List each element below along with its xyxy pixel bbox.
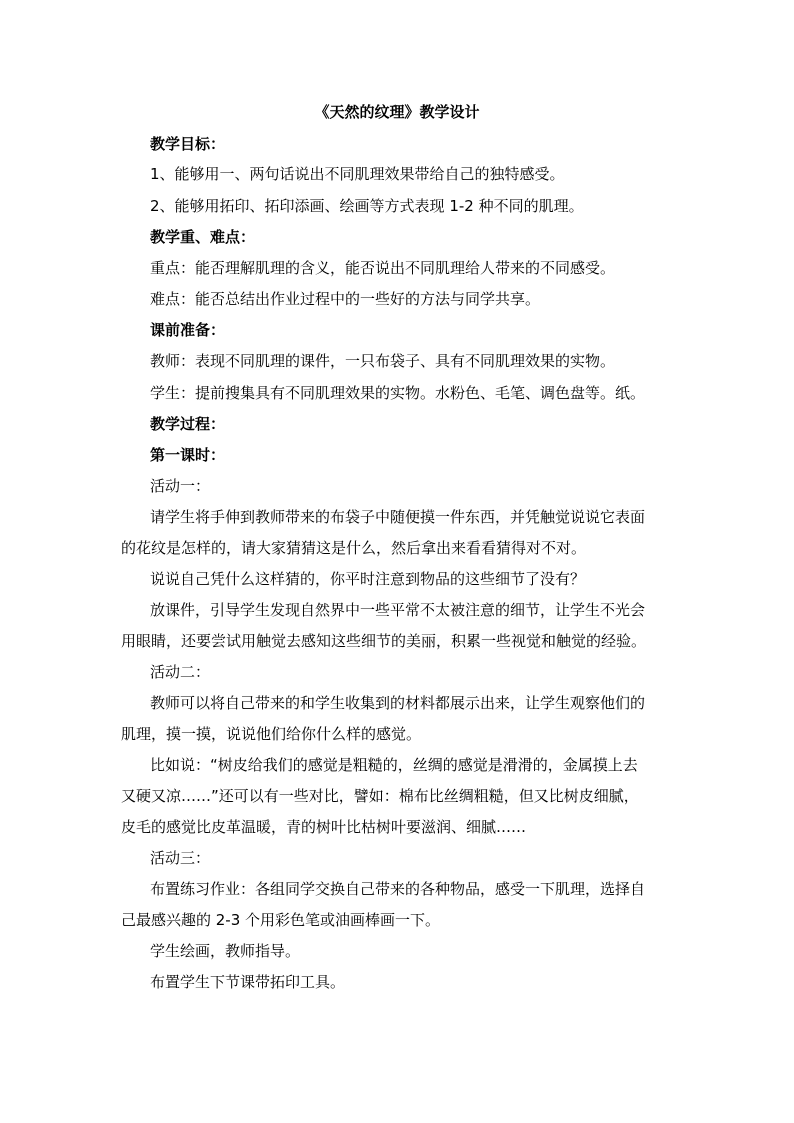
document-title: 《天然的纹理》教学设计 xyxy=(314,103,480,121)
activity-heading-1: 活动一： xyxy=(150,477,211,495)
paragraph-line: 布置练习作业：各组同学交换自己带来的各种物品，感受一下肌理，选择自 xyxy=(150,880,646,898)
paragraph-line: 肌理，摸一摸，说说他们给你什么样的感觉。 xyxy=(121,725,422,743)
paragraph-line: 放课件，引导学生发现自然界中一些平常不太被注意的细节，让学生不光会 xyxy=(150,601,646,619)
paragraph-line: 比如说：“树皮给我们的感觉是粗糙的，丝绸的感觉是滑滑的，金属摸上去 xyxy=(150,756,638,774)
section-heading-key-points: 教学重、难点： xyxy=(150,228,256,246)
lesson-heading-first: 第一课时： xyxy=(150,446,226,464)
objective-item-2: 2、能够用拓印、拓印添画、绘画等方式表现 1-2 种不同的肌理。 xyxy=(150,197,584,215)
key-point: 重点：能否理解肌理的含义，能否说出不同肌理给人带来的不同感受。 xyxy=(150,259,616,277)
activity-heading-2: 活动二： xyxy=(150,663,211,681)
paragraph-line: 又硬又凉……”还可以有一些对比，譬如：棉布比丝绸粗糙，但又比树皮细腻， xyxy=(121,787,639,805)
preparation-teacher: 教师：表现不同肌理的课件，一只布袋子、具有不同肌理效果的实物。 xyxy=(150,352,616,370)
paragraph-line: 用眼睛，还要尝试用触觉去感知这些细节的美丽，积累一些视觉和触觉的经验。 xyxy=(121,632,647,650)
objective-item-1: 1、能够用一、两句话说出不同肌理效果带给自己的独特感受。 xyxy=(150,165,565,183)
paragraph-line: 学生绘画，教师指导。 xyxy=(150,942,301,960)
preparation-student: 学生：提前搜集具有不同肌理效果的实物。水粉色、毛笔、调色盘等。纸。 xyxy=(150,384,646,402)
section-heading-process: 教学过程： xyxy=(150,415,226,433)
paragraph-line: 请学生将手伸到教师带来的布袋子中随便摸一件东西，并凭触觉说说它表面 xyxy=(150,508,646,526)
paragraph-line: 的花纹是怎样的，请大家猜猜这是什么，然后拿出来看看猜得对不对。 xyxy=(121,539,587,557)
paragraph-line: 己最感兴趣的 2-3 个用彩色笔或油画棒画一下。 xyxy=(121,911,441,929)
activity-heading-3: 活动三： xyxy=(150,849,211,867)
paragraph-line: 皮毛的感觉比皮革温暖，青的树叶比枯树叶要滋润、细腻…… xyxy=(121,818,527,836)
section-heading-preparation: 课前准备： xyxy=(150,321,226,339)
difficult-point: 难点：能否总结出作业过程中的一些好的方法与同学共享。 xyxy=(150,290,541,308)
paragraph-line: 布置学生下节课带拓印工具。 xyxy=(150,973,346,991)
section-heading-objectives: 教学目标： xyxy=(150,135,226,153)
paragraph-line: 说说自己凭什么这样猜的，你平时注意到物品的这些细节了没有？ xyxy=(150,570,586,588)
paragraph-line: 教师可以将自己带来的和学生收集到的材料都展示出来，让学生观察他们的 xyxy=(150,694,646,712)
